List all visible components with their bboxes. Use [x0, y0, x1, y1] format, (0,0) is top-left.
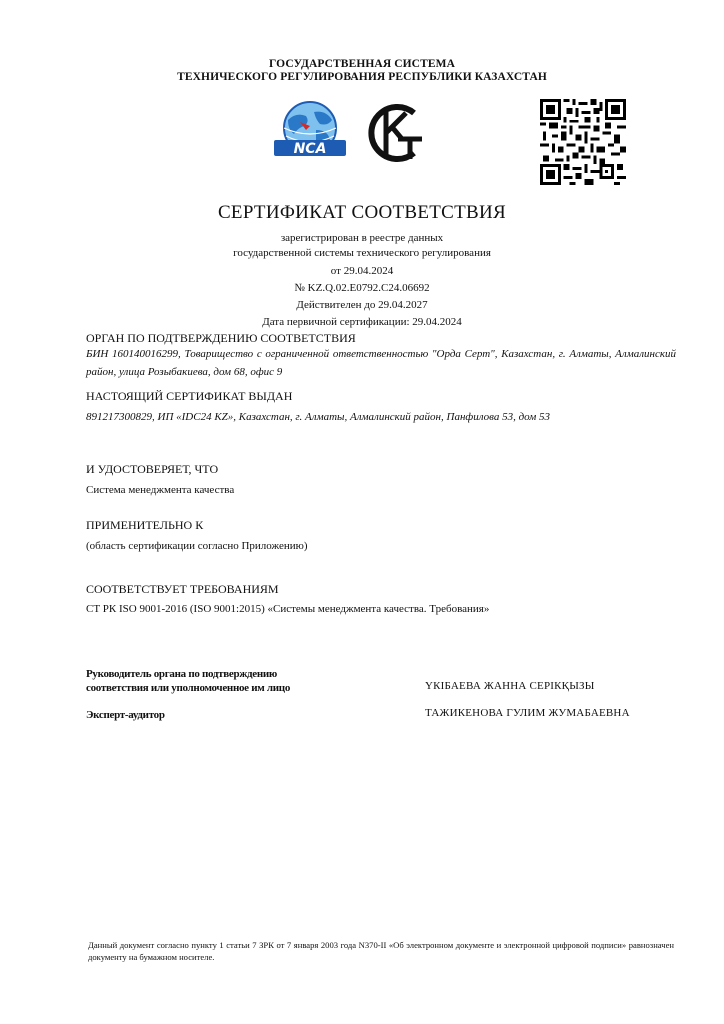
certifies-heading: И УДОСТОВЕРЯЕТ, ЧТО	[86, 462, 219, 476]
head-name: ҮКІБАЕВА ЖАННА СЕРІКҚЫЗЫ	[425, 680, 595, 692]
issued-heading: НАСТОЯЩИЙ СЕРТИФИКАТ ВЫДАН	[86, 389, 293, 403]
qr-code	[540, 99, 626, 185]
certificate-title: СЕРТИФИКАТ СООТВЕТСТВИЯ	[217, 202, 507, 223]
kt-mark-icon	[362, 99, 428, 167]
certificate-date: от 29.04.2024	[330, 265, 394, 277]
first-certification-date: Дата первичной сертификации: 29.04.2024	[262, 316, 462, 328]
complies-heading: СООТВЕТСТВУЕТ ТРЕБОВАНИЯМ	[86, 582, 279, 596]
certifies-text: Система менеджмента качества	[86, 484, 235, 496]
registered-line-2: государственной системы технического регулирования	[233, 247, 491, 259]
head-label-line-1: Руководитель органа по подтверждению	[86, 668, 278, 680]
expert-name: ТАЖИКЕНОВА ГУЛИМ ЖУМАБАЕВНА	[425, 707, 630, 719]
nca-logo-text: NCA	[293, 141, 327, 157]
footer-note: Данный документ согласно пункту 1 статьи 7 ЗРК от 7 января 2003 года N370-II «Об электронном документе и электронной цифровой подписи» равнозначен документу на бумажном носителе.	[88, 940, 674, 962]
header-line-2: ТЕХНИЧЕСКОГО РЕГУЛИРОВАНИЯ РЕСПУБЛИКИ КАЗАХСТАН	[177, 71, 547, 83]
body-text: БИН 160140016299, Товарищество с ограниченной ответственностью "Орда Серт", Казахстан, г. Алматы, Алмалинский район, улица Розыбакиева, дом 68, офис 9	[86, 348, 676, 378]
expert-label: Эксперт-аудитор	[86, 709, 165, 721]
registered-line-1: зарегистрирован в реестре данных	[280, 232, 444, 244]
applies-heading: ПРИМЕНИТЕЛЬНО К	[86, 518, 204, 532]
head-label-line-2: соответствия или уполномоченное им лицо	[86, 682, 291, 694]
issued-text: 891217300829, ИП «IDC24 KZ», Казахстан, г. Алматы, Алмалинский район, Панфилова 53, дом 53	[86, 411, 551, 423]
kt-logo	[362, 99, 428, 167]
certificate-number: № KZ.Q.02.E0792.C24.06692	[294, 282, 430, 294]
valid-until: Действителен до 29.04.2027	[296, 299, 428, 311]
header-line-1: ГОСУДАРСТВЕННАЯ СИСТЕМА	[269, 58, 455, 70]
nca-logo	[270, 100, 350, 162]
complies-text: СТ РК ISO 9001-2016 (ISO 9001:2015) «Системы менеджмента качества. Требования»	[86, 603, 490, 615]
nca-globe-icon	[270, 100, 350, 162]
body-heading: ОРГАН ПО ПОДТВЕРЖДЕНИЮ СООТВЕТСТВИЯ	[86, 331, 356, 345]
applies-text: (область сертификации согласно Приложению)	[86, 540, 308, 552]
qr-code-icon	[540, 99, 626, 185]
